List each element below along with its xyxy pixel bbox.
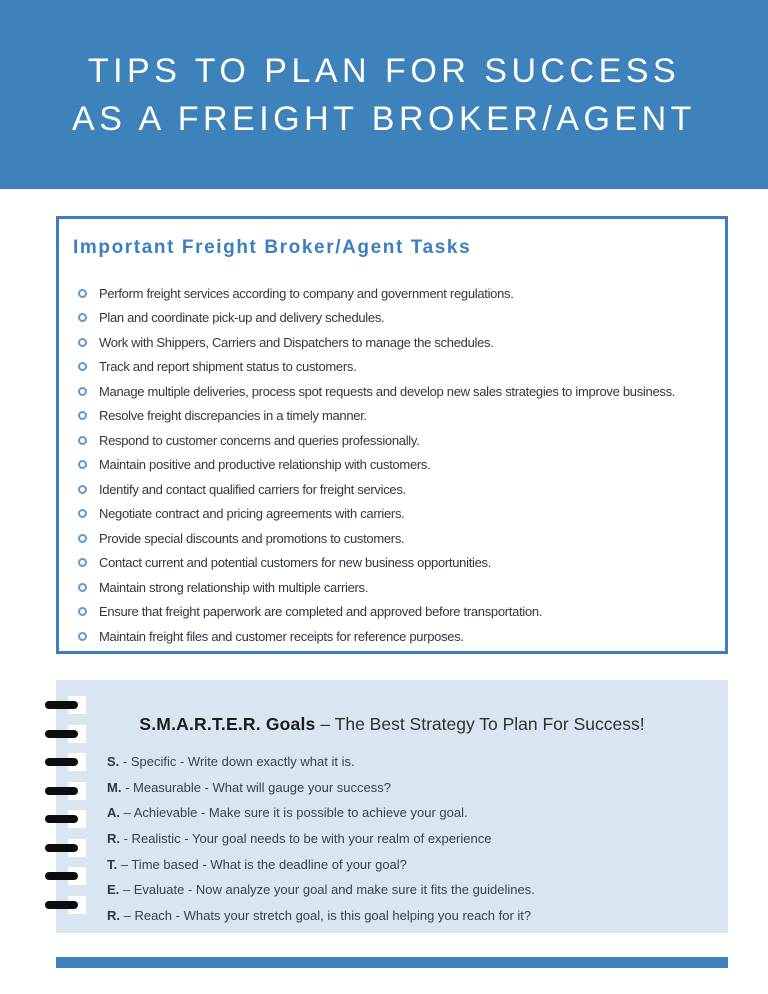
bullet-circle-icon xyxy=(78,534,87,543)
page-title-line1: TIPS TO PLAN FOR SUCCESS xyxy=(87,51,681,90)
smarter-title-bold: S.M.A.R.T.E.R. Goals xyxy=(139,714,316,734)
binder-ring xyxy=(45,839,89,857)
bullet-circle-icon xyxy=(78,460,87,469)
smarter-item xyxy=(107,806,728,820)
task-item xyxy=(73,605,715,619)
smarter-item-prefix: R. xyxy=(107,831,120,847)
smarter-heading xyxy=(56,680,728,735)
smarter-title-rest: – The Best Strategy To Plan For Success! xyxy=(315,714,645,734)
binder-ring-bar-icon xyxy=(45,815,78,823)
task-item xyxy=(73,409,715,423)
bullet-circle-icon xyxy=(78,607,87,616)
bullet-circle-icon xyxy=(78,411,87,420)
binder-ring-bar-icon xyxy=(45,901,78,909)
binder-ring xyxy=(45,725,89,743)
binder-ring-bar-icon xyxy=(45,758,78,766)
smarter-item-prefix: E. xyxy=(107,882,120,898)
smarter-item-prefix: M. xyxy=(107,779,122,795)
bullet-circle-icon xyxy=(78,436,87,445)
task-item xyxy=(73,384,715,398)
smarter-item-prefix: T. xyxy=(107,856,118,872)
binder-ring xyxy=(45,782,89,800)
task-item xyxy=(73,433,715,447)
task-text: Contact current and potential customers for new business opportunities. xyxy=(99,555,492,570)
bullet-circle-icon xyxy=(78,632,87,641)
task-text: Provide special discounts and promotions to customers. xyxy=(99,530,405,546)
bullet-circle-icon xyxy=(78,338,87,347)
bullet-circle-icon xyxy=(78,362,87,371)
task-text: Respond to customer concerns and queries professionally. xyxy=(99,432,420,448)
smarter-item-text: – Reach - Whats your stretch goal, is this goal helping you reach for it? xyxy=(120,908,532,924)
task-text: Maintain strong relationship with multiple carriers. xyxy=(99,579,369,595)
binder-ring-bar-icon xyxy=(45,730,78,738)
binder-ring xyxy=(45,753,89,771)
task-item xyxy=(73,629,715,643)
smarter-item xyxy=(107,832,728,846)
task-item xyxy=(73,580,715,594)
smarter-item-prefix: R. xyxy=(107,908,120,924)
smarter-item xyxy=(107,883,728,897)
smarter-item-text: – Time based - What is the deadline of your goal? xyxy=(117,856,407,872)
smarter-item-text: - Realistic - Your goal needs to be with your realm of experience xyxy=(120,831,492,847)
task-list xyxy=(73,286,715,643)
task-item xyxy=(73,311,715,325)
task-text: Maintain positive and productive relationship with customers. xyxy=(99,457,431,472)
smarter-item-text: – Evaluate - Now analyze your goal and make sure it fits the guidelines. xyxy=(119,882,535,898)
bullet-circle-icon xyxy=(78,289,87,298)
tasks-heading: Important Freight Broker/Agent Tasks xyxy=(73,237,472,258)
task-item xyxy=(73,335,715,349)
smarter-item-text: - Specific - Write down exactly what it is. xyxy=(119,754,355,769)
smarter-item-text: - Measurable - What will gauge your success? xyxy=(121,779,391,795)
binder-ring-bar-icon xyxy=(45,701,78,709)
binder-ring-bar-icon xyxy=(45,844,78,852)
smarter-item-prefix: A. xyxy=(107,805,120,821)
smarter-item xyxy=(107,755,728,769)
binder-ring xyxy=(45,867,89,885)
bullet-circle-icon xyxy=(78,583,87,592)
task-text: Work with Shippers, Carriers and Dispatchers to manage the schedules. xyxy=(99,334,494,350)
bullet-circle-icon xyxy=(78,558,87,567)
task-item xyxy=(73,286,715,300)
task-text: Maintain freight files and customer receipts for reference purposes. xyxy=(99,628,464,644)
binder-ring xyxy=(45,696,89,714)
smarter-item xyxy=(107,858,728,872)
smarter-goals-panel xyxy=(56,680,728,933)
page-title-line2: AS A FREIGHT BROKER/AGENT xyxy=(72,99,696,138)
task-text: Ensure that freight paperwork are completed and approved before transportation. xyxy=(99,604,543,619)
smarter-item xyxy=(107,781,728,795)
task-item xyxy=(73,556,715,570)
tasks-panel xyxy=(56,216,728,654)
binder-ring-bar-icon xyxy=(45,872,78,880)
bullet-circle-icon xyxy=(78,485,87,494)
task-item xyxy=(73,360,715,374)
footer-accent-bar xyxy=(56,957,728,968)
task-item xyxy=(73,507,715,521)
title-banner xyxy=(0,0,768,189)
bullet-circle-icon xyxy=(78,313,87,322)
smarter-item-text: – Achievable - Make sure it is possible to achieve your goal. xyxy=(120,805,468,821)
smarter-list xyxy=(56,755,728,923)
smarter-item-prefix: S. xyxy=(107,754,120,769)
smarter-item xyxy=(107,909,728,923)
task-text: Track and report shipment status to customers. xyxy=(99,359,357,374)
binder-ring xyxy=(45,810,89,828)
bullet-circle-icon xyxy=(78,387,87,396)
task-item xyxy=(73,482,715,496)
task-text: Plan and coordinate pick-up and delivery schedules. xyxy=(99,310,385,325)
task-text: Resolve freight discrepancies in a timely manner. xyxy=(99,408,367,423)
task-item xyxy=(73,458,715,472)
binder-ring-bar-icon xyxy=(45,787,78,795)
task-text: Negotiate contract and pricing agreements with carriers. xyxy=(99,506,405,521)
bullet-circle-icon xyxy=(78,509,87,518)
task-item xyxy=(73,531,715,545)
task-text: Identify and contact qualified carriers for freight services. xyxy=(99,481,406,497)
task-text: Perform freight services according to company and government regulations. xyxy=(99,285,514,301)
task-text: Manage multiple deliveries, process spot requests and develop new sales strategies to improve business. xyxy=(99,383,676,399)
binder-ring xyxy=(45,896,89,914)
